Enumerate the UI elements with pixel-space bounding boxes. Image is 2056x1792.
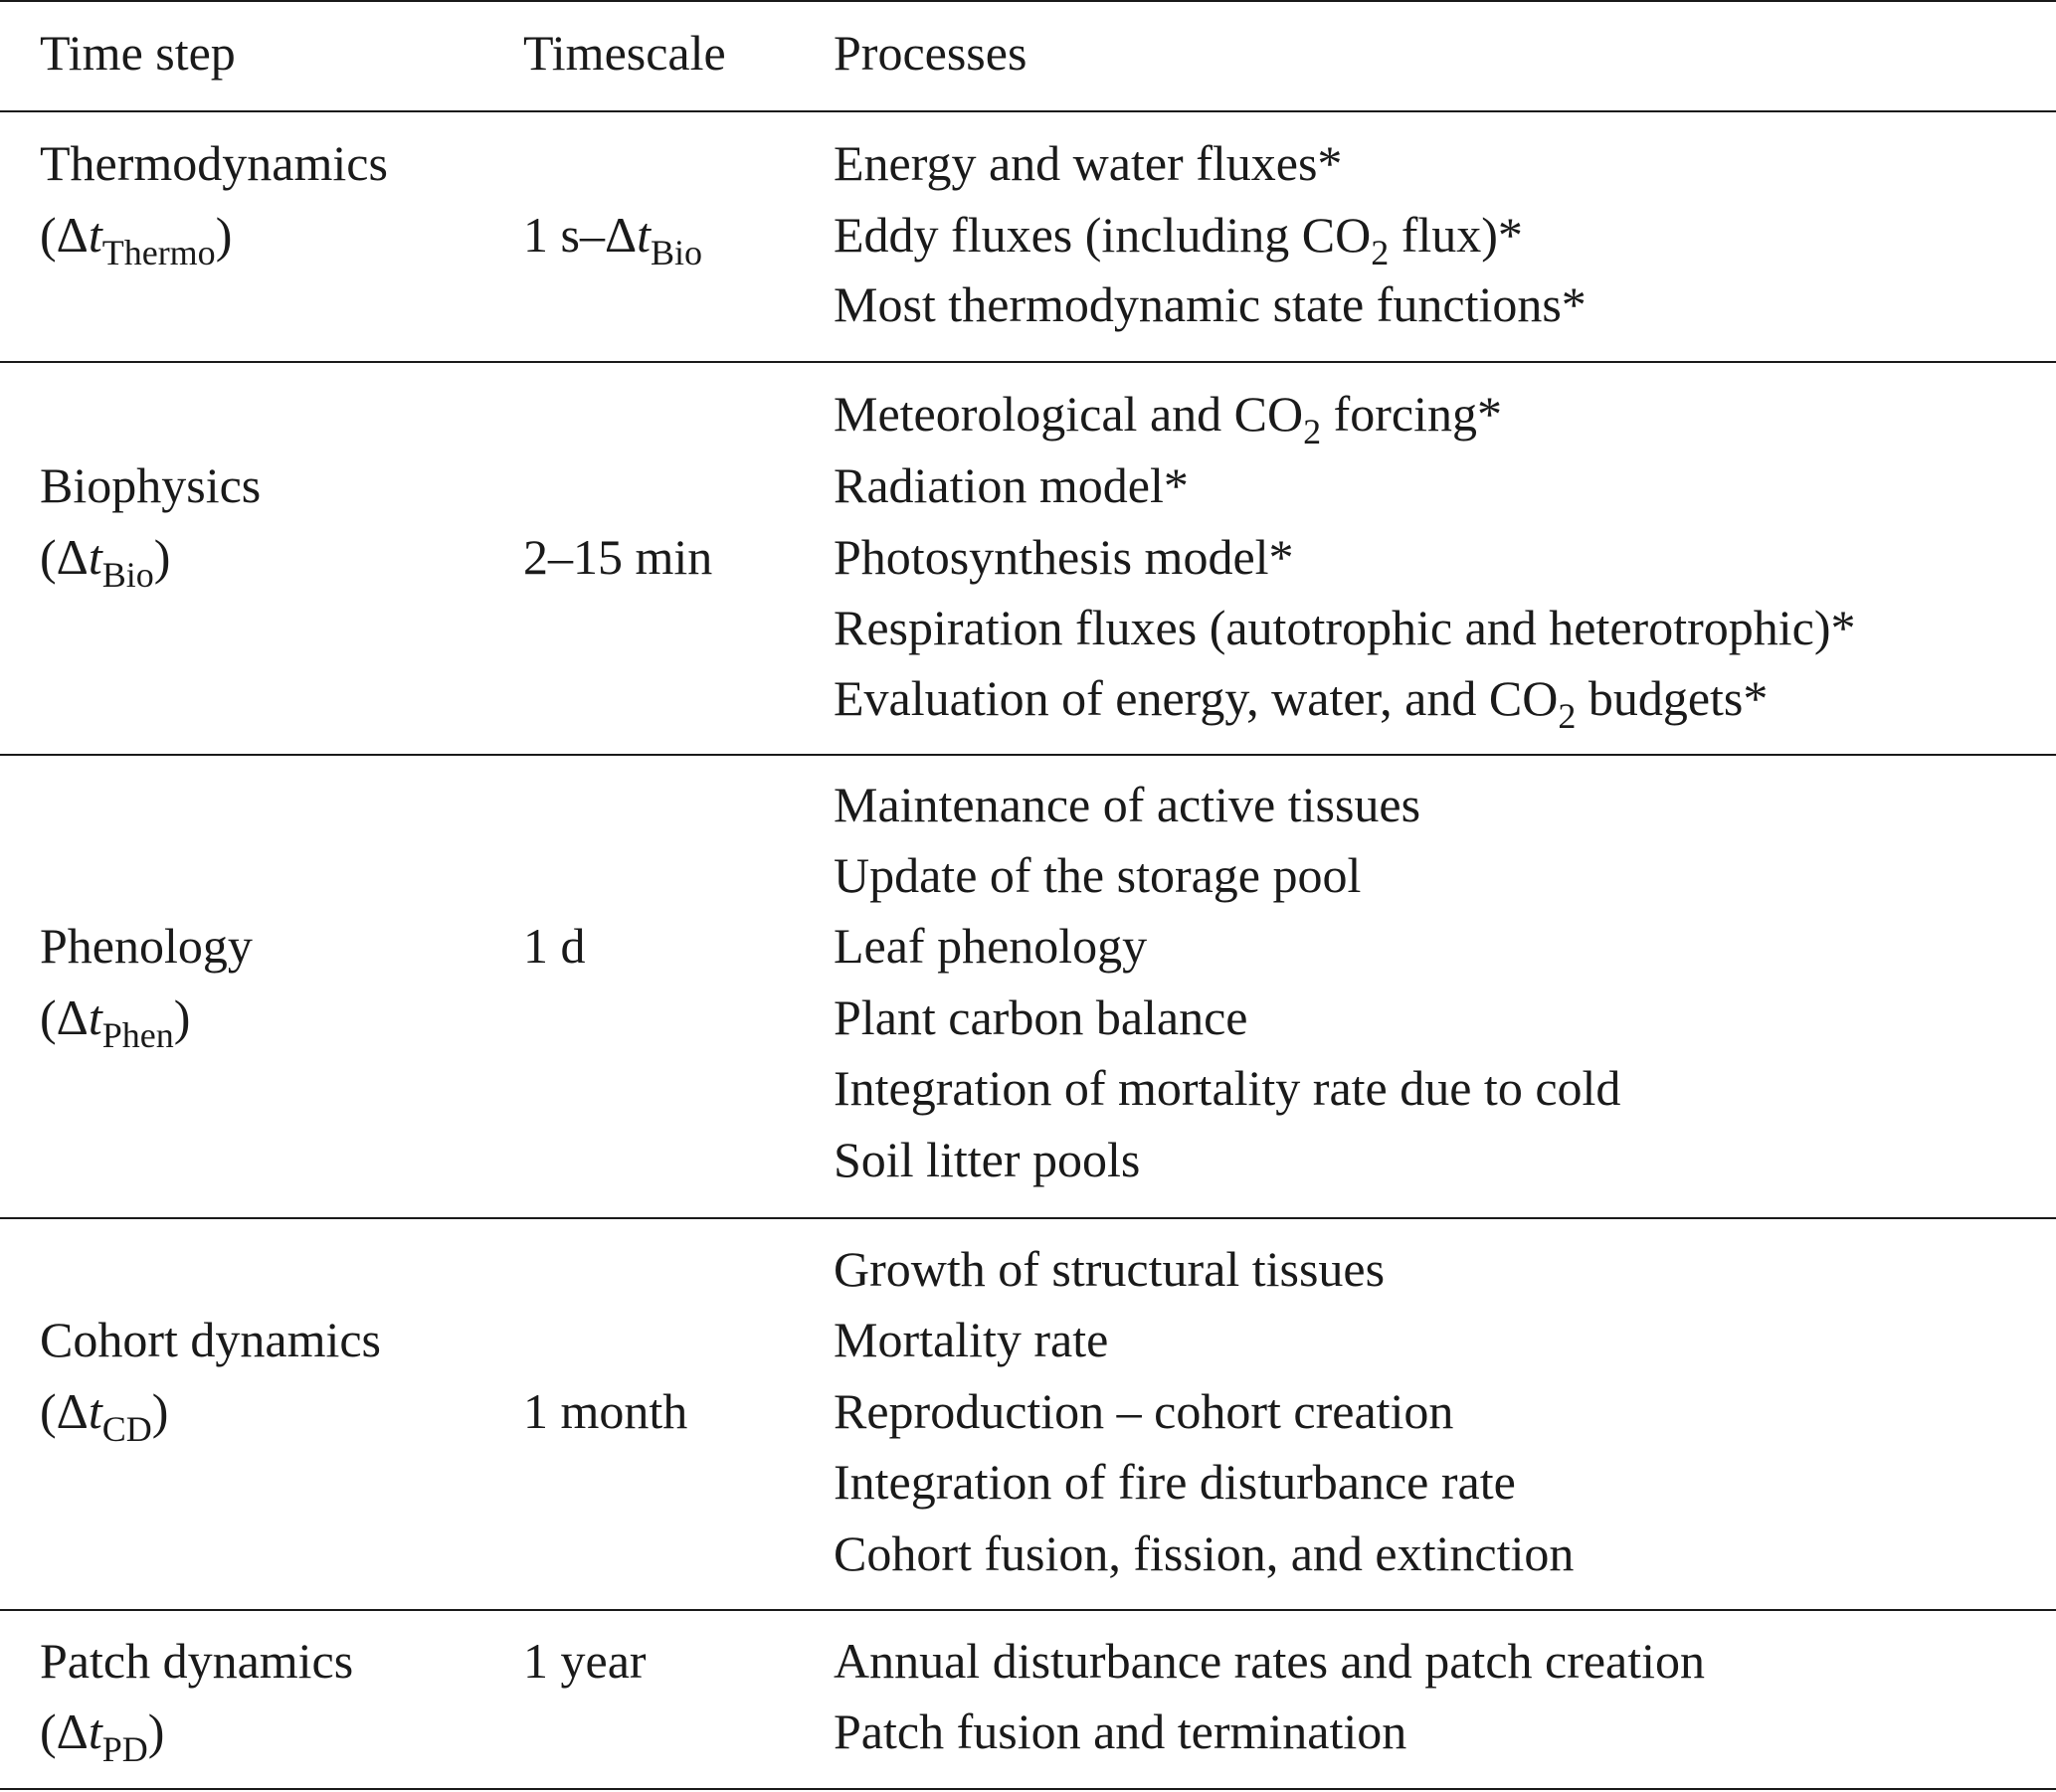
process-item: Growth of structural tissues — [834, 1241, 1386, 1297]
process-item: Patch fusion and termination — [834, 1703, 1407, 1759]
row-timescale: 1 d — [523, 918, 586, 974]
header-rule — [0, 110, 2056, 112]
process-item: Cohort fusion, fission, and extinction — [834, 1525, 1575, 1581]
process-item: Radiation model* — [834, 457, 1189, 513]
process-item: Mortality rate — [834, 1312, 1109, 1367]
process-item: Integration of mortality rate due to cold — [834, 1060, 1621, 1116]
row-symbol: $(\Delta t_{CD})$ — [40, 1383, 169, 1449]
process-item: Leaf phenology — [834, 918, 1148, 974]
header-timescale: Timescale — [523, 25, 726, 81]
row-timescale: 1 year — [523, 1633, 647, 1689]
row-name: Biophysics — [40, 457, 262, 513]
process-item: Maintenance of active tissues — [834, 777, 1421, 832]
header-processes: Processes — [834, 25, 1028, 81]
process-item: Meteorological and $CO_2$ forcing* — [834, 386, 1502, 451]
row-rule — [0, 1217, 2056, 1219]
process-item: Energy and water fluxes* — [834, 135, 1343, 191]
table-bottom-rule — [0, 1788, 2056, 1790]
row-rule — [0, 361, 2056, 363]
process-item: Annual disturbance rates and patch creation — [834, 1633, 1706, 1689]
row-rule — [0, 754, 2056, 756]
row-symbol: $(\Delta t_{Thermo})$ — [40, 207, 233, 272]
process-item: Update of the storage pool — [834, 847, 1362, 903]
row-symbol: $(\Delta t_{Bio})$ — [40, 529, 171, 595]
row-name: Phenology — [40, 918, 253, 974]
process-item: Photosynthesis model* — [834, 529, 1294, 585]
header-time-step: Time step — [40, 25, 236, 81]
table-top-rule — [0, 0, 2056, 2]
row-name: Patch dynamics — [40, 1633, 354, 1689]
row-timescale: 1 $s-\Delta t_{Bio}$ — [523, 207, 703, 272]
process-item: Most thermodynamic state functions* — [834, 276, 1587, 332]
process-item: Eddy fluxes (including $CO_2$ flux)* — [834, 207, 1523, 272]
row-timescale: 1 month — [523, 1383, 688, 1439]
process-item: Respiration fluxes (autotrophic and heterotrophic)* — [834, 600, 1856, 655]
row-name: Thermodynamics — [40, 135, 388, 191]
row-timescale: 2–15 min — [523, 529, 713, 585]
row-name: Cohort dynamics — [40, 1312, 382, 1367]
process-item: Plant carbon balance — [834, 989, 1248, 1045]
row-symbol: $(\Delta t_{PD})$ — [40, 1703, 165, 1769]
process-item: Integration of fire disturbance rate — [834, 1454, 1516, 1510]
process-item: Reproduction – cohort creation — [834, 1383, 1454, 1439]
process-item: Soil litter pools — [834, 1132, 1141, 1187]
process-item: Evaluation of energy, water, and $CO_2$ budgets* — [834, 670, 1769, 736]
row-symbol: $(\Delta t_{Phen})$ — [40, 989, 191, 1055]
row-rule — [0, 1609, 2056, 1611]
